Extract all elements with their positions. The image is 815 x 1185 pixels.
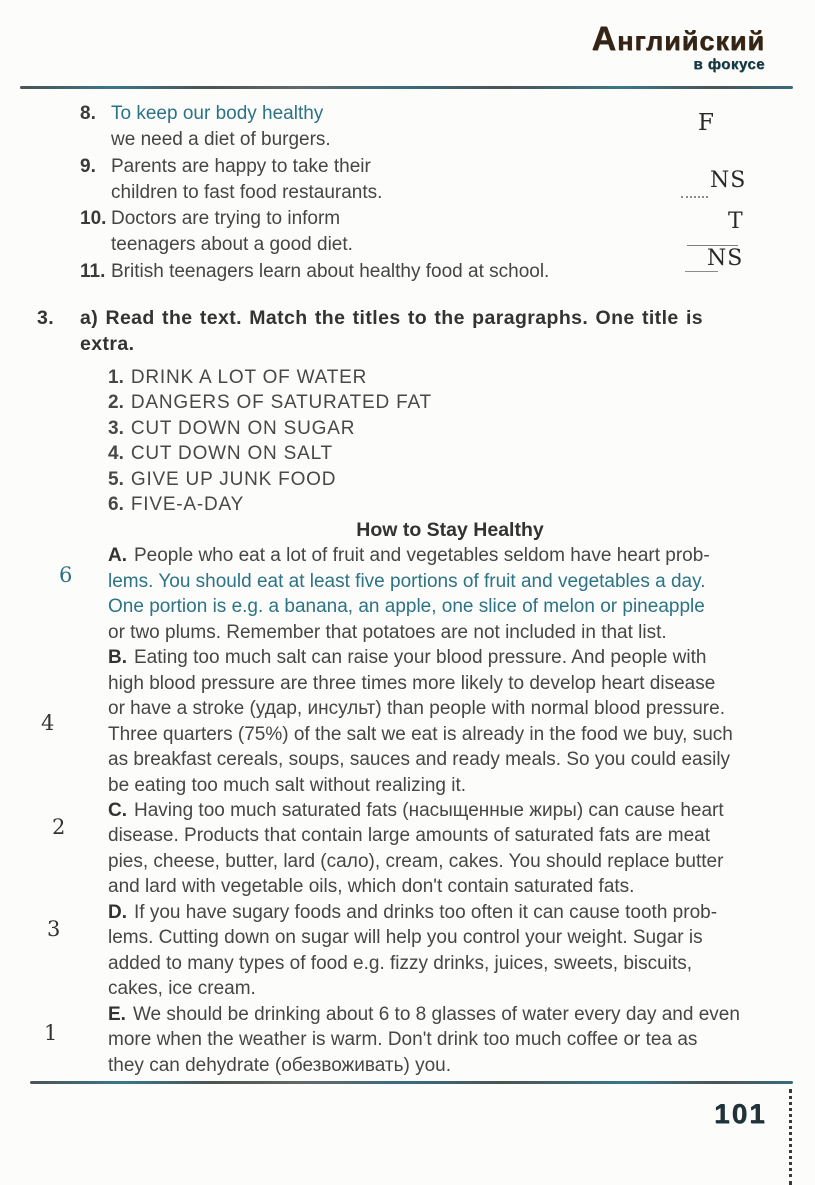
handwritten-answer-item-11: NS bbox=[707, 246, 744, 271]
paragraph-b-line bbox=[108, 645, 792, 670]
paragraph-b-line: as breakfast cereals, soups, sauces and ready meals. So you could easily bbox=[108, 749, 731, 771]
tf-item-text: we need a diet of burgers. bbox=[111, 129, 331, 151]
paragraph-c-line: and lard with vegetable oils, which don't contain saturated fats. bbox=[108, 876, 635, 898]
paragraph-e-line: more when the weather is warm. Don't drink too much coffee or tea as bbox=[108, 1029, 698, 1051]
tf-item-11-line-1 bbox=[80, 259, 660, 285]
reading-text-title: How to Stay Healthy bbox=[356, 519, 544, 542]
title-text: FIVE-A-DAY bbox=[130, 494, 245, 516]
tf-item-8-line-2 bbox=[80, 127, 660, 153]
title-option-2 bbox=[108, 390, 797, 415]
spotlight-logo bbox=[591, 20, 765, 73]
tf-item-text: Doctors are trying to inform bbox=[111, 208, 341, 230]
paragraph-a-line bbox=[108, 543, 792, 568]
title-text: CUT DOWN ON SUGAR bbox=[130, 417, 356, 439]
tf-item-10-line-1 bbox=[80, 206, 660, 232]
exercise-3-heading bbox=[37, 305, 797, 357]
handwritten-answer-item-9: NS bbox=[710, 168, 747, 193]
instruction-line: extra. bbox=[80, 333, 135, 355]
paragraph-c-line: pies, cheese, butter, lard (сало), cream, cakes. You should replace butter bbox=[108, 850, 724, 872]
paragraph-text: We should be drinking about 6 to 8 glasses of water every day and even bbox=[132, 1003, 740, 1025]
paragraph-text: Eating too much salt can raise your blood pressure. And people with bbox=[134, 647, 707, 669]
tf-item-number bbox=[80, 232, 111, 258]
handwritten-match-number-b: 4 bbox=[41, 711, 55, 735]
tf-item-10-line-2 bbox=[80, 232, 660, 258]
title-number: 1. bbox=[108, 367, 124, 388]
title-text: DANGERS OF SATURATED FAT bbox=[130, 392, 432, 414]
title-option-6 bbox=[108, 492, 797, 517]
paragraph-text: People who eat a lot of fruit and vegetables seldom have heart prob- bbox=[134, 545, 710, 567]
tf-item-text: Parents are happy to take their bbox=[111, 155, 371, 177]
title-option-5 bbox=[108, 467, 797, 492]
logo-subtitle: в фокусе bbox=[693, 56, 765, 73]
paragraph-d-line bbox=[108, 900, 792, 925]
instruction-line: a) Read the text. Match the titles to the paragraphs. One title is bbox=[80, 307, 704, 329]
paragraph-letter: E. bbox=[108, 1003, 126, 1025]
reading-text bbox=[108, 543, 792, 1078]
title-number: 5. bbox=[108, 468, 124, 490]
paragraph-text: If you have sugary foods and drinks too often it can cause tooth prob- bbox=[134, 901, 718, 923]
page-number: 101 bbox=[714, 1098, 767, 1129]
perforation-dotted-edge bbox=[789, 1089, 792, 1185]
title-number: 6. bbox=[108, 494, 124, 516]
paragraph-a-line: lems. You should eat at least five portions of fruit and vegetables a day. bbox=[108, 570, 706, 592]
answer-blank-line-9 bbox=[681, 196, 708, 198]
title-text: DRINK A LOT OF WATER bbox=[130, 367, 368, 388]
tf-item-number: 11. bbox=[80, 260, 106, 282]
title-option-4 bbox=[108, 441, 797, 466]
title-number: 4. bbox=[108, 443, 124, 465]
tf-item-number bbox=[80, 127, 111, 153]
exercise-instruction bbox=[80, 305, 703, 357]
paragraph-c-line: disease. Products that contain large amounts of saturated fats are meat bbox=[108, 825, 711, 847]
tf-item-text: British teenagers learn about healthy food at school. bbox=[111, 260, 550, 282]
title-number: 2. bbox=[108, 392, 124, 414]
paragraph-text: Having too much saturated fats (насыщенные жиры) can cause heart bbox=[134, 799, 724, 821]
tf-item-number: 10. bbox=[80, 208, 107, 230]
handwritten-match-number-c: 2 bbox=[52, 815, 66, 839]
paragraph-b-line: or have a stroke (удар, инсульт) than people with normal blood pressure. bbox=[108, 698, 725, 720]
handwritten-match-number-d: 3 bbox=[47, 917, 61, 941]
paragraph-b-line: Three quarters (75%) of the salt we eat is already in the food we buy, such bbox=[108, 723, 733, 745]
handwritten-answer-item-8: F bbox=[698, 110, 714, 136]
tf-item-text: children to fast food restaurants. bbox=[111, 181, 383, 203]
handwritten-answer-item-10: T bbox=[728, 209, 743, 234]
paragraph-c-line bbox=[108, 798, 792, 823]
tf-item-8-line-1 bbox=[80, 101, 660, 127]
paragraph-letter: C. bbox=[108, 799, 127, 821]
exercise-number: 3. bbox=[37, 307, 55, 329]
tf-item-9-line-2 bbox=[80, 180, 660, 206]
paragraph-d-line: added to many types of food e.g. fizzy drinks, juices, sweets, biscuits, bbox=[108, 952, 692, 974]
titles-list bbox=[108, 365, 797, 517]
paragraph-letter: B. bbox=[108, 647, 127, 669]
true-false-exercise bbox=[80, 101, 660, 285]
paragraph-d-line: lems. Cutting down on sugar will help you control your weight. Sugar is bbox=[108, 927, 703, 949]
logo-title: Английский bbox=[591, 20, 765, 58]
title-text: CUT DOWN ON SALT bbox=[130, 443, 333, 465]
tf-item-number bbox=[80, 180, 111, 206]
paragraph-e-line bbox=[108, 1002, 792, 1027]
tf-item-text: teenagers about a good diet. bbox=[111, 234, 353, 256]
bottom-divider-line bbox=[30, 1081, 793, 1084]
tf-item-text: To keep our body healthy bbox=[111, 103, 324, 124]
paragraph-a-line: or two plums. Remember that potatoes are not included in that list. bbox=[108, 621, 667, 643]
tf-item-number: 9. bbox=[80, 155, 96, 177]
paragraph-letter: A. bbox=[108, 545, 127, 567]
paragraph-a-line: One portion is e.g. a banana, an apple, one slice of melon or pineapple bbox=[108, 596, 705, 618]
paragraph-e-line: they can dehydrate (обезвоживать) you. bbox=[108, 1054, 452, 1076]
exercise-3 bbox=[37, 305, 797, 1078]
answer-blank-line-11 bbox=[685, 271, 718, 272]
paragraph-letter: D. bbox=[108, 901, 127, 923]
title-option-1 bbox=[108, 365, 797, 390]
title-text: GIVE UP JUNK FOOD bbox=[130, 468, 337, 490]
top-divider-line bbox=[20, 86, 793, 89]
title-number: 3. bbox=[108, 417, 124, 439]
tf-item-number: 8. bbox=[80, 103, 96, 124]
paragraph-b-line: be eating too much salt without realizing it. bbox=[108, 774, 467, 796]
title-option-3 bbox=[108, 416, 797, 441]
paragraph-d-line: cakes, ice cream. bbox=[108, 978, 256, 1000]
handwritten-match-number-a: 6 bbox=[59, 563, 73, 587]
answer-blank-line-10 bbox=[687, 245, 738, 246]
paragraph-b-line: high blood pressure are three times more likely to develop heart disease bbox=[108, 672, 716, 694]
handwritten-match-number-e: 1 bbox=[44, 1021, 58, 1045]
tf-item-9-line-1 bbox=[80, 154, 660, 180]
